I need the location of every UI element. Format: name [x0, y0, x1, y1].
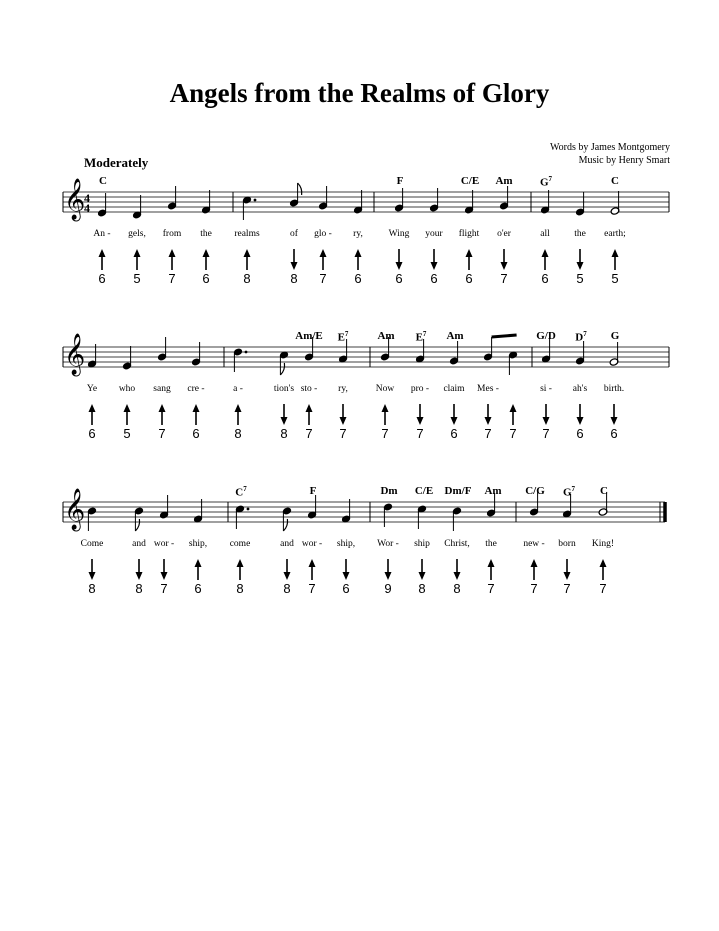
lyric-syllable: glo - [314, 229, 332, 239]
note [341, 499, 351, 523]
lyric-syllable: sang [153, 384, 171, 394]
draw-arrow-icon [577, 404, 584, 425]
harmonica-hole-number: 8 [283, 581, 291, 596]
lyric-syllable: ry, [338, 384, 348, 394]
chord-symbol: $G^7$ [562, 485, 576, 499]
chord-symbol: G/D [536, 330, 556, 342]
chord-symbol: Dm/F [444, 485, 472, 497]
lyric-syllable: Wing [388, 229, 410, 239]
draw-arrow-icon [161, 559, 168, 580]
draw-arrow-icon [451, 404, 458, 425]
staff-svg [0, 165, 719, 315]
lyric-syllable: come [229, 539, 251, 549]
harmonica-hole-number: 9 [384, 581, 392, 596]
lyric-syllable: and [132, 539, 146, 549]
note [289, 183, 302, 207]
tempo-marking: Moderately [84, 155, 149, 170]
lyric-syllable: Now [375, 384, 395, 394]
draw-arrow-icon [385, 559, 392, 580]
chord-symbol: $E^7$ [415, 330, 427, 344]
note [575, 341, 585, 365]
chord-symbol: Am [446, 330, 464, 342]
harmonica-hole-number: 7 [509, 426, 517, 441]
harmonica-hole-number: 8 [88, 581, 96, 596]
lyric-syllable: gels, [128, 229, 146, 239]
harmonica-hole-number: 7 [339, 426, 347, 441]
time-signature-top: 4 [84, 191, 90, 205]
lyric-syllable: tion's [273, 384, 295, 394]
system-3 [0, 475, 719, 625]
lyric-syllable: ship, [188, 539, 208, 549]
lyric-syllable: sto - [300, 384, 318, 394]
blow-arrow-icon [193, 404, 200, 425]
lyric-syllable: ship [414, 539, 430, 549]
blow-arrow-icon [355, 249, 362, 270]
draw-arrow-icon [343, 559, 350, 580]
chord-symbol: Dm [380, 485, 398, 497]
lyric-syllable: from [162, 229, 182, 239]
harmonica-hole-number: 8 [290, 271, 298, 286]
blow-arrow-icon [309, 559, 316, 580]
harmonica-hole-number: 6 [354, 271, 362, 286]
note [452, 507, 462, 531]
lyric-syllable: Wor - [377, 539, 399, 549]
blow-arrow-icon [612, 249, 619, 270]
lyric-syllable: who [118, 384, 136, 394]
staff-svg [0, 475, 719, 625]
draw-arrow-icon [543, 404, 550, 425]
blow-arrow-icon [306, 404, 313, 425]
lyric-syllable: si - [540, 384, 552, 394]
lyric-syllable: new - [523, 539, 545, 549]
draw-arrow-icon [419, 559, 426, 580]
note [499, 186, 509, 210]
lyric-syllable: flight [458, 229, 480, 239]
harmonica-hole-number: 5 [576, 271, 584, 286]
staff-svg [0, 320, 719, 470]
chord-symbol: C/E [414, 485, 434, 497]
composer-credit: Music by Henry Smart [578, 155, 670, 166]
harmonica-hole-number: 6 [576, 426, 584, 441]
blow-arrow-icon [203, 249, 210, 270]
note [318, 186, 328, 210]
lyric-syllable: ry, [353, 229, 363, 239]
lyric-syllable: Come [80, 539, 104, 549]
harmonica-hole-number: 8 [234, 426, 242, 441]
harmonica-hole-number: 7 [308, 581, 316, 596]
harmonica-hole-number: 6 [465, 271, 473, 286]
note [122, 346, 132, 370]
harmonica-hole-number: 7 [484, 426, 492, 441]
lyric-syllable: Mes - [477, 384, 499, 394]
chord-symbol: Am/E [295, 330, 323, 342]
draw-arrow-icon [564, 559, 571, 580]
harmonica-hole-number: 7 [416, 426, 424, 441]
blow-arrow-icon [600, 559, 607, 580]
note [449, 341, 459, 365]
blow-arrow-icon [531, 559, 538, 580]
chord-symbol: C [611, 175, 619, 187]
note [575, 192, 585, 216]
blow-arrow-icon [542, 249, 549, 270]
harmonica-hole-number: 6 [342, 581, 350, 596]
lyric-syllable: Ye [86, 384, 98, 394]
harmonica-hole-number: 6 [192, 426, 200, 441]
chord-symbol: $G^7$ [539, 175, 553, 189]
lyric-syllable: earth; [604, 229, 626, 239]
harmonica-hole-number: 8 [453, 581, 461, 596]
treble-clef-icon: 𝄞 [64, 179, 86, 220]
note [610, 191, 620, 215]
harmonica-hole-number: 5 [123, 426, 131, 441]
lyric-syllable: pro - [410, 384, 430, 394]
chord-symbol: F [309, 485, 317, 497]
note [541, 339, 551, 363]
chord-symbol: $D^7$ [575, 330, 587, 344]
harmonica-hole-number: 6 [430, 271, 438, 286]
note [609, 342, 619, 366]
lyric-syllable: born [558, 539, 576, 549]
time-signature-bottom: 4 [84, 201, 90, 215]
blow-arrow-icon [99, 249, 106, 270]
note [191, 342, 201, 366]
blow-arrow-icon [159, 404, 166, 425]
draw-arrow-icon [454, 559, 461, 580]
chord-symbol: C/E [460, 175, 480, 187]
draw-arrow-icon [284, 559, 291, 580]
draw-arrow-icon [485, 404, 492, 425]
harmonica-hole-number: 8 [236, 581, 244, 596]
harmonica-hole-number: 7 [487, 581, 495, 596]
chord-symbol: $C^7$ [235, 485, 247, 499]
harmonica-hole-number: 8 [135, 581, 143, 596]
lyric-syllable: all [540, 229, 550, 239]
blow-arrow-icon [235, 404, 242, 425]
harmonica-hole-number: 6 [395, 271, 403, 286]
draw-arrow-icon [136, 559, 143, 580]
note [279, 351, 289, 375]
lyric-syllable: wor - [153, 539, 175, 549]
lyric-syllable: birth. [603, 384, 625, 394]
chord-symbol: G [610, 330, 620, 342]
lyric-syllable: King! [591, 539, 615, 549]
song-title: Angels from the Realms of Glory [169, 78, 550, 108]
lyric-syllable: and [280, 539, 294, 549]
lyric-syllable: the [485, 539, 497, 549]
draw-arrow-icon [281, 404, 288, 425]
blow-arrow-icon [244, 249, 251, 270]
harmonica-hole-number: 8 [280, 426, 288, 441]
credits [550, 141, 670, 167]
harmonica-hole-number: 7 [158, 426, 166, 441]
harmonica-hole-number: 6 [541, 271, 549, 286]
draw-arrow-icon [417, 404, 424, 425]
harmonica-hole-number: 6 [202, 271, 210, 286]
note [87, 344, 97, 368]
note [233, 348, 247, 372]
lyric-syllable: the [574, 229, 586, 239]
lyric-syllable: realms [234, 229, 260, 239]
lyric-syllable: a - [233, 384, 243, 394]
harmonica-hole-number: 6 [88, 426, 96, 441]
note [383, 503, 393, 527]
note [508, 351, 518, 375]
lyric-syllable: the [200, 229, 212, 239]
lyric-syllable: wor - [301, 539, 323, 549]
treble-clef-icon: 𝄞 [64, 334, 86, 375]
harmonica-hole-number: 7 [500, 271, 508, 286]
harmonica-hole-number: 7 [542, 426, 550, 441]
lyric-syllable: of [290, 229, 298, 239]
note [87, 507, 97, 531]
draw-arrow-icon [577, 249, 584, 270]
draw-arrow-icon [611, 404, 618, 425]
chord-symbol: F [396, 175, 404, 187]
harmonica-hole-number: 7 [305, 426, 313, 441]
harmonica-hole-number: 7 [530, 581, 538, 596]
harmonica-hole-number: 6 [98, 271, 106, 286]
harmonica-hole-number: 7 [160, 581, 168, 596]
note [157, 337, 167, 361]
chord-symbol: Am [484, 485, 502, 497]
blow-arrow-icon [382, 404, 389, 425]
lyric-syllable: cre - [187, 384, 205, 394]
draw-arrow-icon [340, 404, 347, 425]
harmonica-hole-number: 7 [599, 581, 607, 596]
lyric-syllable: your [425, 229, 443, 239]
chord-symbol: C [600, 485, 608, 497]
note [282, 507, 292, 531]
harmonica-hole-number: 6 [194, 581, 202, 596]
note [167, 186, 177, 210]
blow-arrow-icon [320, 249, 327, 270]
harmonica-hole-number: 7 [381, 426, 389, 441]
harmonica-hole-number: 8 [418, 581, 426, 596]
lyric-syllable: ship, [336, 539, 356, 549]
note [242, 196, 256, 220]
chord-symbol: Am [377, 330, 395, 342]
lyric-syllable: An - [93, 229, 111, 239]
harmonica-hole-number: 7 [563, 581, 571, 596]
blow-arrow-icon [169, 249, 176, 270]
blow-arrow-icon [195, 559, 202, 580]
draw-arrow-icon [89, 559, 96, 580]
lyric-syllable: Christ, [444, 539, 470, 549]
note [134, 507, 144, 531]
treble-clef-icon: 𝄞 [64, 489, 86, 530]
blow-arrow-icon [124, 404, 131, 425]
chord-symbol: $E^7$ [337, 330, 349, 344]
harmonica-hole-number: 5 [133, 271, 141, 286]
lyric-syllable: ah's [572, 384, 588, 394]
blow-arrow-icon [488, 559, 495, 580]
draw-arrow-icon [396, 249, 403, 270]
harmonica-hole-number: 6 [610, 426, 618, 441]
draw-arrow-icon [291, 249, 298, 270]
lyricist-credit: Words by James Montgomery [549, 142, 670, 153]
blow-arrow-icon [237, 559, 244, 580]
chord-symbol: C [99, 175, 107, 187]
chord-symbol: C/G [525, 485, 545, 497]
harmonica-hole-number: 8 [243, 271, 251, 286]
blow-arrow-icon [510, 404, 517, 425]
draw-arrow-icon [431, 249, 438, 270]
lyric-syllable: o'er [497, 229, 511, 239]
system-2 [0, 320, 719, 470]
lyric-syllable: claim [443, 384, 465, 394]
blow-arrow-icon [466, 249, 473, 270]
chord-symbol: Am [495, 175, 513, 187]
note [193, 499, 203, 523]
harmonica-hole-number: 7 [168, 271, 176, 286]
system-1 [0, 165, 719, 315]
blow-arrow-icon [89, 404, 96, 425]
harmonica-hole-number: 6 [450, 426, 458, 441]
draw-arrow-icon [501, 249, 508, 270]
harmonica-hole-number: 5 [611, 271, 619, 286]
harmonica-hole-number: 7 [319, 271, 327, 286]
blow-arrow-icon [134, 249, 141, 270]
